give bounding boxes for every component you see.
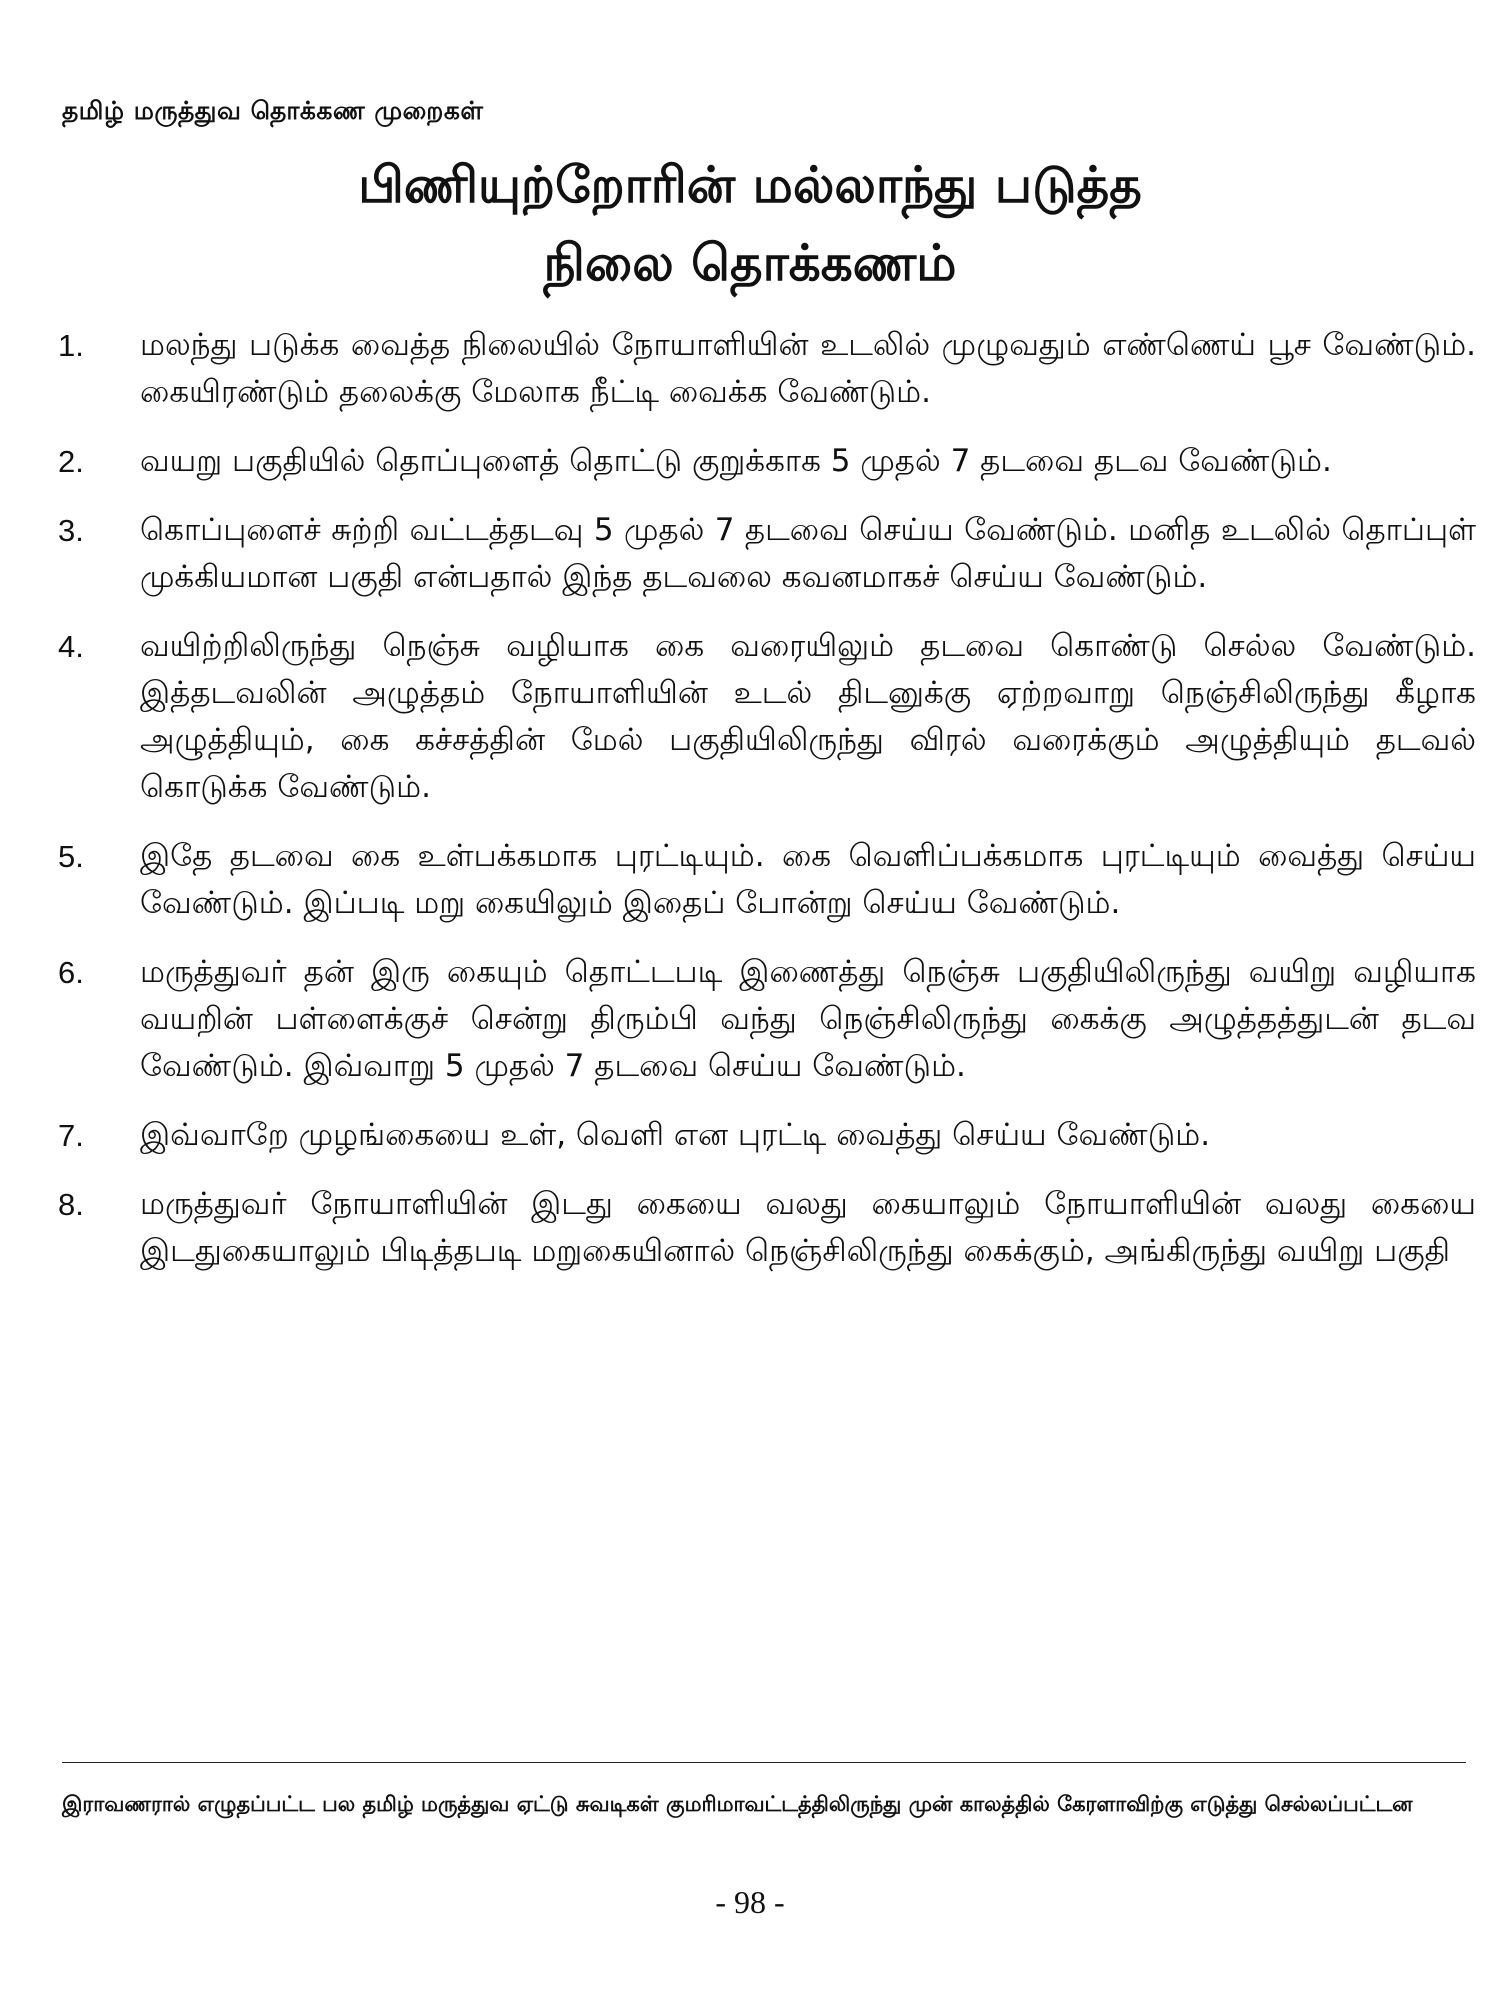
list-item (58, 1181, 1476, 1275)
step-text: மலந்து படுக்க வைத்த நிலையில் நோயாளியின் உடலில் முழுவதும் எண்ணெய் பூச வேண்டும். கையிரண்டும் தலைக்கு மேலாக நீட்டி வைக்க வேண்டும். (140, 327, 1476, 410)
page-title-line-1: பிணியுற்றோரின் மல்லாந்து படுத்த (358, 156, 1142, 214)
list-item (58, 1112, 1476, 1159)
list-item (58, 438, 1476, 485)
step-number: 1. (58, 328, 84, 363)
list-item (58, 833, 1476, 927)
step-text: இவ்வாறே முழங்கையை உள், வெளி என புரட்டி வைத்து செய்ய வேண்டும். (140, 1117, 1211, 1153)
step-text: மருத்துவர் தன் இரு கையும் தொட்டபடி இணைத்து நெஞ்சு பகுதியிலிருந்து வயிறு வழியாக வயறின் பள்ளைக்குச் சென்று திரும்பி வந்து நெஞ்சிலிருந்து கைக்கு அழுத்தத்துடன் தடவ வேண்டும். இவ்வாறு 5 முதல் 7 தடவை செய்ய வேண்டும். (140, 954, 1476, 1084)
step-number: 3. (58, 513, 84, 548)
step-number: 4. (58, 629, 84, 664)
step-number: 2. (58, 444, 84, 479)
step-number: 8. (58, 1187, 84, 1222)
list-item (58, 623, 1476, 811)
list-item (58, 507, 1476, 601)
step-text: வயிற்றிலிருந்து நெஞ்சு வழியாக கை வரையிலும் தடவை கொண்டு செல்ல வேண்டும். இத்தடவலின் அழுத்தம் நோயாளியின் உடல் திடனுக்கு ஏற்றவாறு நெஞ்சிலிருந்து கீழாக அழுத்தியும், கை கச்சத்தின் மேல் பகுதியிலிருந்து விரல் வரைக்கும் அழுத்தியும் தடவல் கொடுக்க வேண்டும். (140, 628, 1476, 805)
steps-list (58, 322, 1476, 1297)
step-text: கொப்புளைச் சுற்றி வட்டத்தடவு 5 முதல் 7 தடவை செய்ய வேண்டும். மனித உடலில் தொப்புள் முக்கியமான பகுதி என்பதால் இந்த தடவலை கவனமாகச் செய்ய வேண்டும். (140, 512, 1476, 595)
footnote-divider (62, 1762, 1466, 1763)
page-number: - 98 - (715, 1884, 785, 1920)
step-number: 6. (58, 955, 84, 990)
step-number: 5. (58, 839, 84, 874)
list-item (58, 322, 1476, 416)
running-header: தமிழ் மருத்துவ தொக்கண முறைகள் (62, 96, 484, 125)
footnote: இராவணரால் எழுதப்பட்ட பல தமிழ் மருத்துவ ஏட்டு சுவடிகள் குமரிமாவட்டத்திலிருந்து முன் காலத்தில் கேரளாவிற்கு எடுத்து செல்லப்பட்டன (62, 1792, 1413, 1816)
page-title-line-2: நிலை தொக்கணம் (543, 234, 957, 292)
step-number: 7. (58, 1118, 84, 1153)
step-text: மருத்துவர் நோயாளியின் இடது கையை வலது கையாலும் நோயாளியின் வலது கையை இடதுகையாலும் பிடித்தபடி மறுகையினால் நெஞ்சிலிருந்து கைக்கும், அங்கிருந்து வயிறு பகுதி (140, 1186, 1476, 1269)
step-text: வயறு பகுதியில் தொப்புளைத் தொட்டு குறுக்காக 5 முதல் 7 தடவை தடவ வேண்டும். (140, 443, 1332, 479)
list-item (58, 949, 1476, 1090)
step-text: இதே தடவை கை உள்பக்கமாக புரட்டியும். கை வெளிப்பக்கமாக புரட்டியும் வைத்து செய்ய வேண்டும். இப்படி மறு கையிலும் இதைப் போன்று செய்ய வேண்டும். (140, 838, 1476, 921)
